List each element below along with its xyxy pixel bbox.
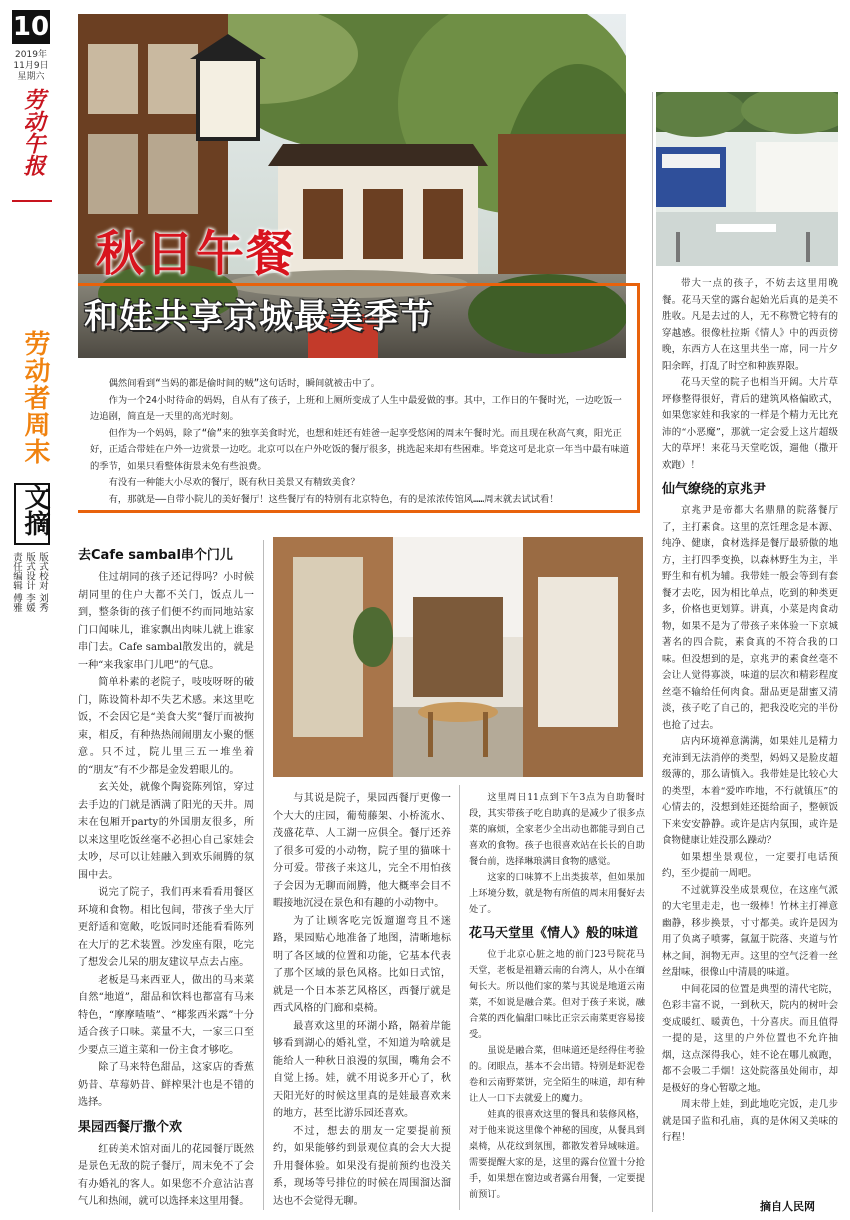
column-divider [652,92,653,1212]
article-paragraph: 为了让顾客吃完饭遛遛弯且不迷路，果园贴心地准备了地图，清晰地标明了各区域的位置和功能，它基本代表了那个区域的景色风格。比如日式馆，就是一个日本茶艺风格区，西餐厅就是西式风格的门廊和桌椅。 [273,915,451,1014]
article-paragraph: 不过就算没坐成景观位，在这座气派的大宅里走走，也一级棒！竹林主打禅意幽静，移步换景，寸寸都美。或许是因为用了负离子喷雾，氤氲于院落、夹道与竹林之间，润物无声。这里的空气泛着一丝丝甜味，很像山中清晨的味道。 [662,884,838,978]
credit-design: 版式设计 李媛 [24,552,35,613]
article-paragraph: 除了马来特色甜品，这家店的香蕉奶昔、草莓奶昔、鲜榨果汁也是不错的选择。 [78,1062,254,1108]
intro-paragraph: 但作为一个妈妈，除了“偷”来的独享美食时光，也想和娃还有娃爸一起享受悠闲的周末午餐时光。而且现在秋高气爽，阳光正好，正适合带娃在户外一边赏景一边吃。北京可以在户外吃饭的餐厅很多，挑选起来却有些困难。毕竟这可是北京一年当中最有味道的季节，如果只看整体街景未免有些浪费。 [90,427,630,472]
article-paragraph: 娃真的很喜欢这里的餐具和装修风格，对于他来说这里像个神秘的国度，从餐具到桌椅，从花纹到氛围，都散发着异域味道。需要提醒大家的是，这里的露台位置十分抢手，如果想在窗边或者露台用餐，一定要提前预订。 [469,1109,645,1200]
credit-editor: 责任编辑 傅雅 [11,552,22,613]
article-paragraph: 位于北京心脏之地的前门23号院花马天堂，老板是祖籍云南的台湾人，从小在缅甸长大。所以他们家的菜与其说是地道云南菜，不如说是融合菜。但对于孩子来说，融合菜的西化偏甜口味比正宗云南菜更容易接受。 [469,949,645,1040]
source-credit: 摘自人民网 [760,1200,815,1213]
column-2 [273,790,451,1210]
article-paragraph: 说完了院子，我们再来看看用餐区环境和食物。相比包间，带孩子坐大厅更舒适和宽敞，吃饭同时还能看看陈列在大厅的艺术装置。沙发座有限，吃完了想发会儿呆的朋友建议早点去占座。 [78,887,254,968]
section-title: 劳动者周末 [20,330,50,465]
article-paragraph: 店内环境禅意满满，如果娃儿是精力充沛到无法消停的类型，妈妈又是脸皮超级薄的，那么请慎入。我带娃是比较心大的类型，本着“爱咋咋地，不行就镇压”的心情去的，没想到娃还挺给面子，整顿饭下来安安静静。或许是店内氛围，或许是食物健康让娃没那么躁动？ [662,736,838,846]
column-divider [459,785,460,1210]
section-sub: 文摘 [20,484,50,536]
masthead-rule [12,200,52,202]
article-paragraph: 不过，想去的朋友一定要提前预约，如果能够约到景观位真的会大大提升用餐体验。如果没有提前预约也没关系，现场等号排位的时候在周围溜达溜达也不会觉得无聊。 [273,1125,451,1207]
hero-title: 秋日午餐 [96,226,297,282]
article-paragraph: 老板是马来西亚人，做出的马来菜自然“地道”，甜品和饮料也都富有马来特色，“摩摩喳喳”、“椰浆西米露”十分适合孩子口味。菜量不大，一家三口至少要点三道主菜和一份主食才够吃。 [78,974,254,1056]
article-title-jingzhaoyin: 仙气缭绕的京兆尹 [662,482,767,497]
date-weekday: 星期六 [17,72,45,82]
article-title-orchard: 果园西餐厅撒个欢 [78,1119,183,1135]
intro-paragraph: 有，那就是——自带小院儿的美好餐厅！这些餐厅有的特别有北京特色，有的是浓浓传馆风……周末就去试试看！ [108,493,559,505]
restaurant-photo-middle [273,537,643,777]
article-paragraph: 中间花园的位置是典型的清代宅院，色彩丰富不说，一到秋天，院内的树叶会变成暖红、暖黄色，十分喜庆。而且值得一提的是，这里的户外位置也不允许抽烟，这点深得我心，娃不论在哪儿疯跑，都不会吸二手烟！这处院落虽处闹市，却是极好的身心暂歇之地。 [662,983,838,1094]
intro-paragraph: 作为一个24小时待命的妈妈，自从有了孩子，上班和上厕所变成了人生中最爱做的事。其中，工作日的午餐时光，一边吃饭一边追剧，简直是一天里的高光时刻。 [90,394,622,422]
column-3 [469,790,645,1203]
column-4 [662,276,838,1147]
article-paragraph: 带大一点的孩子，不妨去这里用晚餐。花马天堂的露台起始光后真的是美不胜收。凡是去过的人，无不称赞它特有的穿越感。很像杜拉斯《情人》中的西贡傍晚，东西方人在这里共坐一席，同一片夕阳余晖，打乱了时空和种族界限。 [662,278,838,372]
paper-name-logo: 劳动午报 [20,88,46,176]
column-1 [78,540,254,1211]
article-paragraph: 最喜欢这里的环湖小路，隔着岸能够看到湖心的婚礼堂，不知道为啥就是能给人一种秋日浪漫的氛围，嘴角会不自觉上扬。娃，就不用说多开心了，秋天阳光好的时候这里真的是娃最喜欢来的地方，甚至比游乐园还喜欢。 [273,1020,451,1119]
issue-date [6,50,56,83]
date-year: 2019年 [15,50,47,60]
article-paragraph: 住过胡同的孩子还记得吗？小时候胡同里的住户大都不关门，饭点儿一到，整条街的孩子们便不约而同地站家门口闻味儿，谁家飘出肉味儿就上谁家串门去。Cafe sambal散发出的，就是一种“来我家串门儿吧”的气息。 [78,572,254,671]
article-paragraph: 与其说是院子，果园西餐厅更像一个大大的庄园，葡萄藤架、小桥流水、茂盛花草、人工湖一应俱全。餐厅还养了很多可爱的小动物，院子里的猫咪十分可爱。带孩子来这儿，完全不用怕孩子会因为无聊而闹腾，他大概率会目不暇接地沉浸在景色和有趣的小动物中。 [273,793,451,909]
intro-block [90,376,630,508]
masthead-strip [0,0,62,1220]
restaurant-photo-top-right [656,92,838,266]
article-paragraph: 如果想坐景观位，一定要打电话预约，至少提前一周吧。 [662,851,838,879]
frame-rule-right [637,283,640,513]
article-paragraph: 这家的口味算不上出类拔萃，但如果加上环境分数，就是物有所值的周末用餐好去处了。 [469,872,645,915]
article-title-huama: 花马天堂里《情人》般的味道 [469,926,639,941]
edit-credits [10,552,49,622]
intro-paragraph: 有没有一种能大小尽欢的餐厅，既有秋日美景又有精致美食？ [108,477,360,488]
article-paragraph: 玄关处，就像个陶瓷陈列馆，穿过去手边的门就是洒满了阳光的天井。周末在包厢开party的外国朋友很多，所以来这里吃饭丝毫不必担心自己家娃会太吵，尽可以让娃融入到欢乐闹腾的氛围中去。 [78,782,254,881]
article-title-cafe-sambal: 去Cafe sambal串个门儿 [78,548,233,563]
article-paragraph: 简单朴素的老院子，吱吱呀呀的破门，陈设简朴却不失艺术感。来这里吃饭，不会因它是“美食大奖”餐厅而被拘束，相反，有种热热闹闹朋友小聚的惬意。只不过，院儿里三五一堆坐着的“朋友”有不少都是金发碧眼儿的。 [78,677,254,776]
article-paragraph: 周末带上娃，到此地吃完饭，走几步就是国子监和孔庙，真的是休闲又美味的行程！ [662,1099,838,1143]
frame-rule-top [78,283,640,286]
page-number: 10 [12,12,50,42]
intro-paragraph: 偶然间看到“当妈的都是偷时间的贼”这句话时，瞬间就被击中了。 [108,378,381,389]
article-paragraph: 虽说是融合菜，但味道还是经得住考验的。闭眼点，基本不会出错。特别是虾泥卷卷和云南野菜饼，完全陌生的味道，却有种让人一口下去就爱上的魔力。 [469,1045,645,1104]
column-divider [263,540,264,1210]
article-paragraph: 花马天堂的院子也相当开阔。大片草坪修整得很好，背后的建筑风格偏欧式，如果您家娃和我家的一样是个精力无比充沛的“小恶魔”，那就一定会爱上这片超级大的草坪！来花马天堂吃饭，遛他（撒开欢跑）！ [662,377,838,471]
article-paragraph: 红砖美术馆对面儿的花园餐厅既然是景色无敌的院子餐厅，周末免不了会有办婚礼的客人。如果您不介意沾沾喜气儿和热闹，就可以选择来这里用餐。 [78,1143,254,1207]
article-paragraph: 这里周日11点到下午3点为自助餐时段，其实带孩子吃自助真的是减少了很多点菜的麻烦，全家老少全出动也都能寻到自己喜欢的食物。孩子也很喜欢站在长长的自助餐台前，选择琳琅满目食物的感觉。 [469,792,645,867]
credit-proof: 版式校对 刘秀 [37,552,48,613]
frame-rule-bottom [78,510,640,513]
date-day: 11月9日 [13,61,49,71]
hero-subtitle: 和娃共享京城最美季节 [84,297,434,337]
article-paragraph: 京兆尹是帝都大名鼎鼎的院落餐厅了，主打素食。这里的烹饪理念是本源、纯净、健康，食材选择是餐厅最骄傲的地方，主打四季变换，以森林野生为主，半野生和有机为辅。我带娃一般会等到有套餐才去吃，因为相比单点，吃到的种类更多，价格也更划算。讲真，小菜是肉食动物，如果不是为了带孩子来体验一下京城著名的四合院，素食真的不符合我的口味。但没想到的是，京兆尹的素食丝毫不会让人觉得寡淡，味道的层次和精彩程度丝毫不输给任何肉食。甜品更是甜蜜又清淡，孩子吃了自己的，把我没吃完的半份也抢了过去。 [662,505,838,731]
